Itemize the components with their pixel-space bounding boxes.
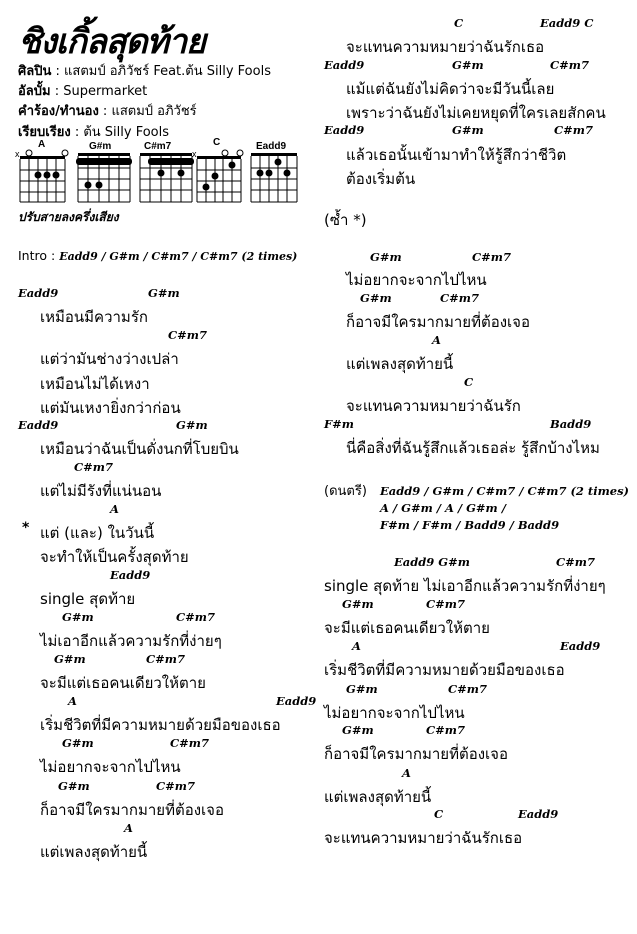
lyric-line: ก็อาจมีใครมากมายที่ต้องเจอ: [40, 801, 224, 819]
lyric-line: แต่ไม่มีรังที่แน่นอน: [40, 482, 162, 500]
chord: G#m: [62, 736, 94, 750]
chord: G#m: [346, 682, 378, 696]
repeat-note: (ซ้ำ *): [324, 211, 367, 229]
chord: C#m7: [176, 610, 215, 624]
chord: G#m: [342, 723, 374, 737]
lyric-line: แต่ (และ) ในวันนี้: [40, 524, 155, 542]
lyric-line: นี่คือสิ่งที่ฉันรู้สึกแล้วเธอล่ะ รู้สึกบ้างไหม: [346, 439, 600, 457]
chord: G#m: [58, 779, 90, 793]
chord-gsharp-m-icon: [73, 138, 133, 204]
lyric-line: แต่เพลงสุดท้ายนี้: [346, 355, 454, 373]
artist-label: ศิลปิน: [18, 64, 52, 79]
chord: C#m7: [472, 250, 511, 264]
arranger-label: เรียบเรียง: [18, 125, 71, 140]
chord: Badd9: [550, 417, 592, 431]
chord-c-icon: [192, 136, 246, 204]
lyric-line: เพราะว่าฉันยังไม่เคยหยุดที่ใครเลยสักคน: [346, 104, 606, 122]
chord: G#m: [54, 652, 86, 666]
chord-diagram-a: [14, 138, 72, 208]
lyric-line: single สุดท้าย ไม่เอาอีกแล้วความรักที่ง่ายๆ: [324, 577, 606, 595]
writer-label: คำร้อง/ทำนอง: [18, 104, 99, 119]
chord-csharp-m7-icon: [136, 138, 196, 204]
chord: C#m7: [170, 736, 209, 750]
album-value: : Supermarket: [50, 84, 148, 99]
chord-a-icon: [14, 138, 72, 204]
chord: C#m7: [146, 652, 185, 666]
intro-sequence: Eadd9 / G#m / C#m7 / C#m7 (2 times): [59, 250, 298, 263]
chord: G#m: [342, 597, 374, 611]
lyric-line: ต้องเริ่มต้น: [346, 170, 416, 188]
chord-diagram-csharp-m7: [136, 138, 196, 208]
chord-diagram-label: A: [38, 139, 46, 150]
chord-diagram-c: [192, 136, 246, 208]
chord: A: [68, 694, 77, 708]
album-label: อัลบั้ม: [18, 84, 51, 99]
chord: Eadd9: [518, 807, 559, 821]
chord: Eadd9 G#m: [394, 555, 470, 569]
writer-line: [18, 100, 197, 121]
chord-diagram-label: G#m: [89, 141, 112, 152]
chord: C#m7: [556, 555, 595, 569]
chord: C: [454, 16, 464, 30]
chord: G#m: [452, 58, 484, 72]
chord: C: [434, 807, 444, 821]
lyric-line: แม้แต่ฉันยังไม่คิดว่าจะมีวันนี้เลย: [346, 80, 555, 98]
svg-text:x: x: [192, 149, 197, 159]
chord: A: [352, 639, 361, 653]
lyric-line: ไม่เอาอีกแล้วความรักที่ง่ายๆ: [40, 632, 222, 650]
chord: C#m7: [554, 123, 593, 137]
intro-line: [18, 248, 297, 263]
chord: C: [464, 375, 474, 389]
lyric-line: ไม่อยากจะจากไปไหน: [40, 758, 181, 776]
lyric-line: ไม่อยากจะจากไปไหน: [346, 271, 487, 289]
chord: Eadd9 C: [540, 16, 594, 30]
lyric-line: แต่เพลงสุดท้ายนี้: [324, 788, 432, 806]
intro-label: Intro :: [18, 248, 60, 263]
lyric-line: แล้วเธอนั้นเข้ามาทำให้รู้สึกว่าชีวิต: [346, 146, 567, 164]
chord: G#m: [452, 123, 484, 137]
lyric-line: จะมีแต่เธอคนเดียวให้ตาย: [40, 674, 206, 692]
arranger-value: : ต้น Silly Fools: [70, 125, 170, 140]
chord: A: [110, 502, 119, 516]
lyric-line: เริ่มชีวิตที่มีความหมายด้วยมือของเธอ: [324, 661, 565, 679]
chord: Eadd9: [560, 639, 601, 653]
chord: C#m7: [550, 58, 589, 72]
chord: C#m7: [440, 291, 479, 305]
chord: G#m: [62, 610, 94, 624]
lyric-line: ก็อาจมีใครมากมายที่ต้องเจอ: [324, 745, 508, 763]
chord: Eadd9: [110, 568, 151, 582]
chorus-marker: *: [22, 520, 30, 536]
chord: A: [432, 333, 441, 347]
svg-text:x: x: [15, 149, 20, 159]
chord: Eadd9: [18, 286, 59, 300]
chord-diagram-gsharp-m: [73, 138, 133, 208]
chord: G#m: [176, 418, 208, 432]
chord: Eadd9: [324, 58, 365, 72]
chord: C#m7: [426, 597, 465, 611]
chord: Eadd9: [18, 418, 59, 432]
chord: C#m7: [74, 460, 113, 474]
chord: Eadd9: [276, 694, 317, 708]
lyric-line: เหมือนไม่ได้เหงา: [40, 375, 150, 393]
chord: G#m: [360, 291, 392, 305]
lyric-line: แต่ว่ามันช่างว่างเปล่า: [40, 350, 179, 368]
chord-sequence: F#m / F#m / Badd9 / Badd9: [380, 518, 560, 532]
tuning-note: ปรับสายลงครึ่งเสียง: [18, 210, 119, 224]
lyric-line: จะทำให้เป็นครั้งสุดท้าย: [40, 548, 189, 566]
lyric-line: เหมือนมีความรัก: [40, 308, 148, 326]
chord: A: [402, 766, 411, 780]
album-line: [18, 80, 147, 101]
chord-diagram-label: C: [213, 137, 221, 148]
artist-value: : แสตมป์ อภิวัชร์ Feat.ต้น Silly Fools: [51, 64, 271, 79]
lyric-line: ไม่อยากจะจากไปไหน: [324, 704, 465, 722]
lyric-line: แต่มันเหงายิ่งกว่าก่อน: [40, 399, 181, 417]
chord-diagram-label: C#m7: [144, 141, 172, 152]
lyric-line: แต่เพลงสุดท้ายนี้: [40, 843, 148, 861]
lyric-line: เหมือนว่าฉันเป็นดั่งนกที่โบยบิน: [40, 440, 239, 458]
chord: C#m7: [156, 779, 195, 793]
lyric-line: ก็อาจมีใครมากมายที่ต้องเจอ: [346, 313, 530, 331]
lyric-line: single สุดท้าย: [40, 590, 136, 608]
lyric-line: จะแทนความหมายว่าฉันรักเธอ: [324, 829, 523, 847]
chord-eadd9-icon: [248, 138, 300, 204]
writer-value: : แสตมป์ อภิวัชร์: [98, 104, 197, 119]
chord: F#m: [324, 417, 354, 431]
chord-diagram-eadd9: [248, 138, 300, 208]
chord: G#m: [148, 286, 180, 300]
chord: C#m7: [448, 682, 487, 696]
song-title: ชิงเกิ้ลสุดท้าย: [18, 22, 205, 62]
chord: A: [124, 821, 133, 835]
chord: C#m7: [426, 723, 465, 737]
lyric-line: จะมีแต่เธอคนเดียวให้ตาย: [324, 619, 490, 637]
chord: C#m7: [168, 328, 207, 342]
chord-sequence: Eadd9 / G#m / C#m7 / C#m7 (2 times): [380, 484, 629, 498]
lyric-line: จะแทนความหมายว่าฉันรัก: [346, 397, 521, 415]
lyric-line: จะแทนความหมายว่าฉันรักเธอ: [346, 38, 545, 56]
chord: G#m: [370, 250, 402, 264]
lyric-line: เริ่มชีวิตที่มีความหมายด้วยมือของเธอ: [40, 716, 281, 734]
artist-line: [18, 60, 271, 81]
chord: Eadd9: [324, 123, 365, 137]
chord-sequence: A / G#m / A / G#m /: [380, 501, 506, 515]
chord-diagram-label: Eadd9: [256, 141, 287, 152]
interlude-label: (ดนตรี): [324, 484, 367, 499]
